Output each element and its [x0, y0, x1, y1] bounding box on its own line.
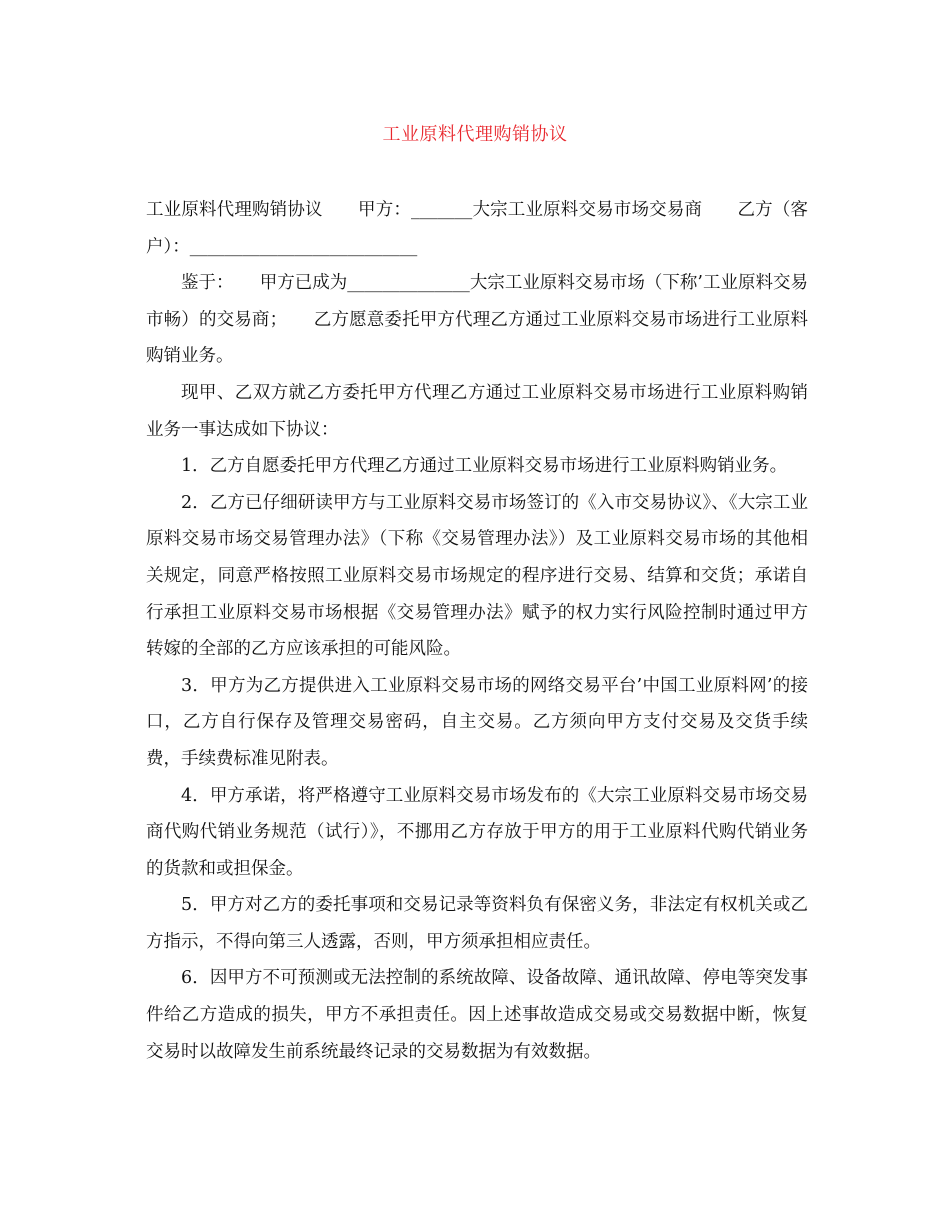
clause-4: 4．甲方承诺，将严格遵守工业原料交易市场发布的《大宗工业原料交易市场交易商代购代销业务规范（试行）》，不挪用乙方存放于甲方的用于工业原料代购代销业务的货款和或担保金。	[146, 785, 808, 879]
parties-paragraph: 工业原料代理购销协议 甲方：_______大宗工业原料交易市场交易商 乙方（客户）：__________________________	[146, 200, 808, 257]
clause-2: 2．乙方已仔细研读甲方与工业原料交易市场签订的《入市交易协议》、《大宗工业原料交易市场交易管理办法》（下称《交易管理办法》）及工业原料交易市场的其他相关规定，同意严格按照工业原料交易市场规定的程序进行交易、结算和交货；承诺自行承担工业原料交易市场根据《交易管理办法》赋予的权力实行风险控制时通过甲方转嫁的全部的乙方应该承担的可能风险。	[146, 492, 808, 660]
agreement-intro-paragraph: 现甲、乙双方就乙方委托甲方代理乙方通过工业原料交易市场进行工业原料购销业务一事达成如下协议：	[146, 382, 808, 440]
clause-3: 3．甲方为乙方提供进入工业原料交易市场的网络交易平台’中国工业原料网’的接口，乙方自行保存及管理交易密码，自主交易。乙方须向甲方支付交易及交货手续费，手续费标准见附表。	[146, 675, 808, 769]
clause-6: 6．因甲方不可预测或无法控制的系统故障、设备故障、通讯故障、停电等突发事件给乙方造成的损失，甲方不承担责任。因上述事故造成交易或交易数据中断，恢复交易时以故障发生前系统最终记录的交易数据为有效数据。	[146, 968, 808, 1062]
clause-1: 1．乙方自愿委托甲方代理乙方通过工业原料交易市场进行工业原料购销业务。	[181, 456, 788, 477]
document-body	[146, 192, 808, 1070]
document-title: 工业原料代理购销协议	[382, 124, 568, 145]
clause-5: 5．甲方对乙方的委托事项和交易记录等资料负有保密义务，非法定有权机关或乙方指示，不得向第三人透露，否则，甲方须承担相应责任。	[146, 895, 808, 952]
whereas-paragraph: 鉴于： 甲方已成为______________大宗工业原料交易市场（下称’工业原料交易市畅）的交易商； 乙方愿意委托甲方代理乙方通过工业原料交易市场进行工业原料购销业务。	[146, 273, 808, 367]
